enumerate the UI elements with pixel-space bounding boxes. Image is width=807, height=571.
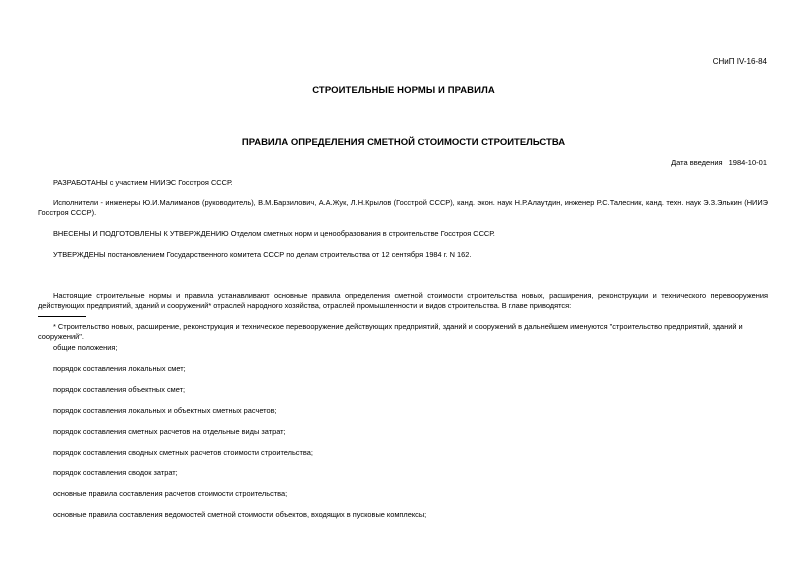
introduced-paragraph: ВНЕСЕНЫ И ПОДГОТОВЛЕНЫ К УТВЕРЖДЕНИЮ Отделом сметных норм и ценообразования в строительстве Госстроя СССР.: [53, 229, 495, 238]
effective-date: [671, 158, 767, 167]
footnote-divider: [38, 316, 86, 317]
list-item: основные правила составления ведомостей сметной стоимости объектов, входящих в пусковые комплексы;: [53, 510, 427, 519]
list-item: порядок составления объектных смет;: [53, 385, 186, 394]
approved-paragraph: УТВЕРЖДЕНЫ постановлением Государственного комитета СССР по делам строительства от 12 сентября 1984 г. N 162.: [53, 250, 472, 259]
list-item: основные правила составления расчетов стоимости строительства;: [53, 489, 288, 498]
executors-paragraph: Исполнители - инженеры Ю.И.Малиманов (руководитель), В.М.Барзилович, А.А.Жук, Л.Н.Крылов (Госстрой СССР), канд. экон. наук Н.Р.Алаутдин, инженер Р.С.Талесник, канд. техн. наук Э.З.Элькин (НИИЭ Госстроя СССР).: [38, 198, 768, 218]
date-value: 1984-10-01: [728, 158, 767, 167]
developed-paragraph: РАЗРАБОТАНЫ с участием НИИЭС Госстроя СССР.: [53, 178, 233, 187]
document-code: СНиП IV-16-84: [712, 57, 767, 66]
date-label: Дата введения: [671, 158, 723, 167]
list-item: общие положения;: [53, 343, 118, 352]
footnote: * Строительство новых, расширение, реконструкция и техническое перевооружение действующих предприятий, зданий и сооружений в дальнейшем именуются "строительство предприятий, зданий и сооружений".: [38, 322, 743, 342]
document-title: ПРАВИЛА ОПРЕДЕЛЕНИЯ СМЕТНОЙ СТОИМОСТИ СТРОИТЕЛЬСТВА: [241, 137, 566, 148]
list-item: порядок составления локальных смет;: [53, 364, 186, 373]
intro-paragraph: Настоящие строительные нормы и правила устанавливают основные правила определения сметной стоимости строительства новых, расширения, реконструкции и технического перевооружения действующих предприятий, зданий и сооружений* отраслей народного хозяйства, отраслей промышленности и видов строительства. В главе приводятся:: [38, 291, 768, 311]
page-title: СТРОИТЕЛЬНЫЕ НОРМЫ И ПРАВИЛА: [312, 85, 495, 96]
list-item: порядок составления локальных и объектных сметных расчетов;: [53, 406, 277, 415]
list-item: порядок составления сводных сметных расчетов стоимости строительства;: [53, 448, 313, 457]
list-item: порядок составления сводок затрат;: [53, 468, 178, 477]
list-item: порядок составления сметных расчетов на отдельные виды затрат;: [53, 427, 286, 436]
